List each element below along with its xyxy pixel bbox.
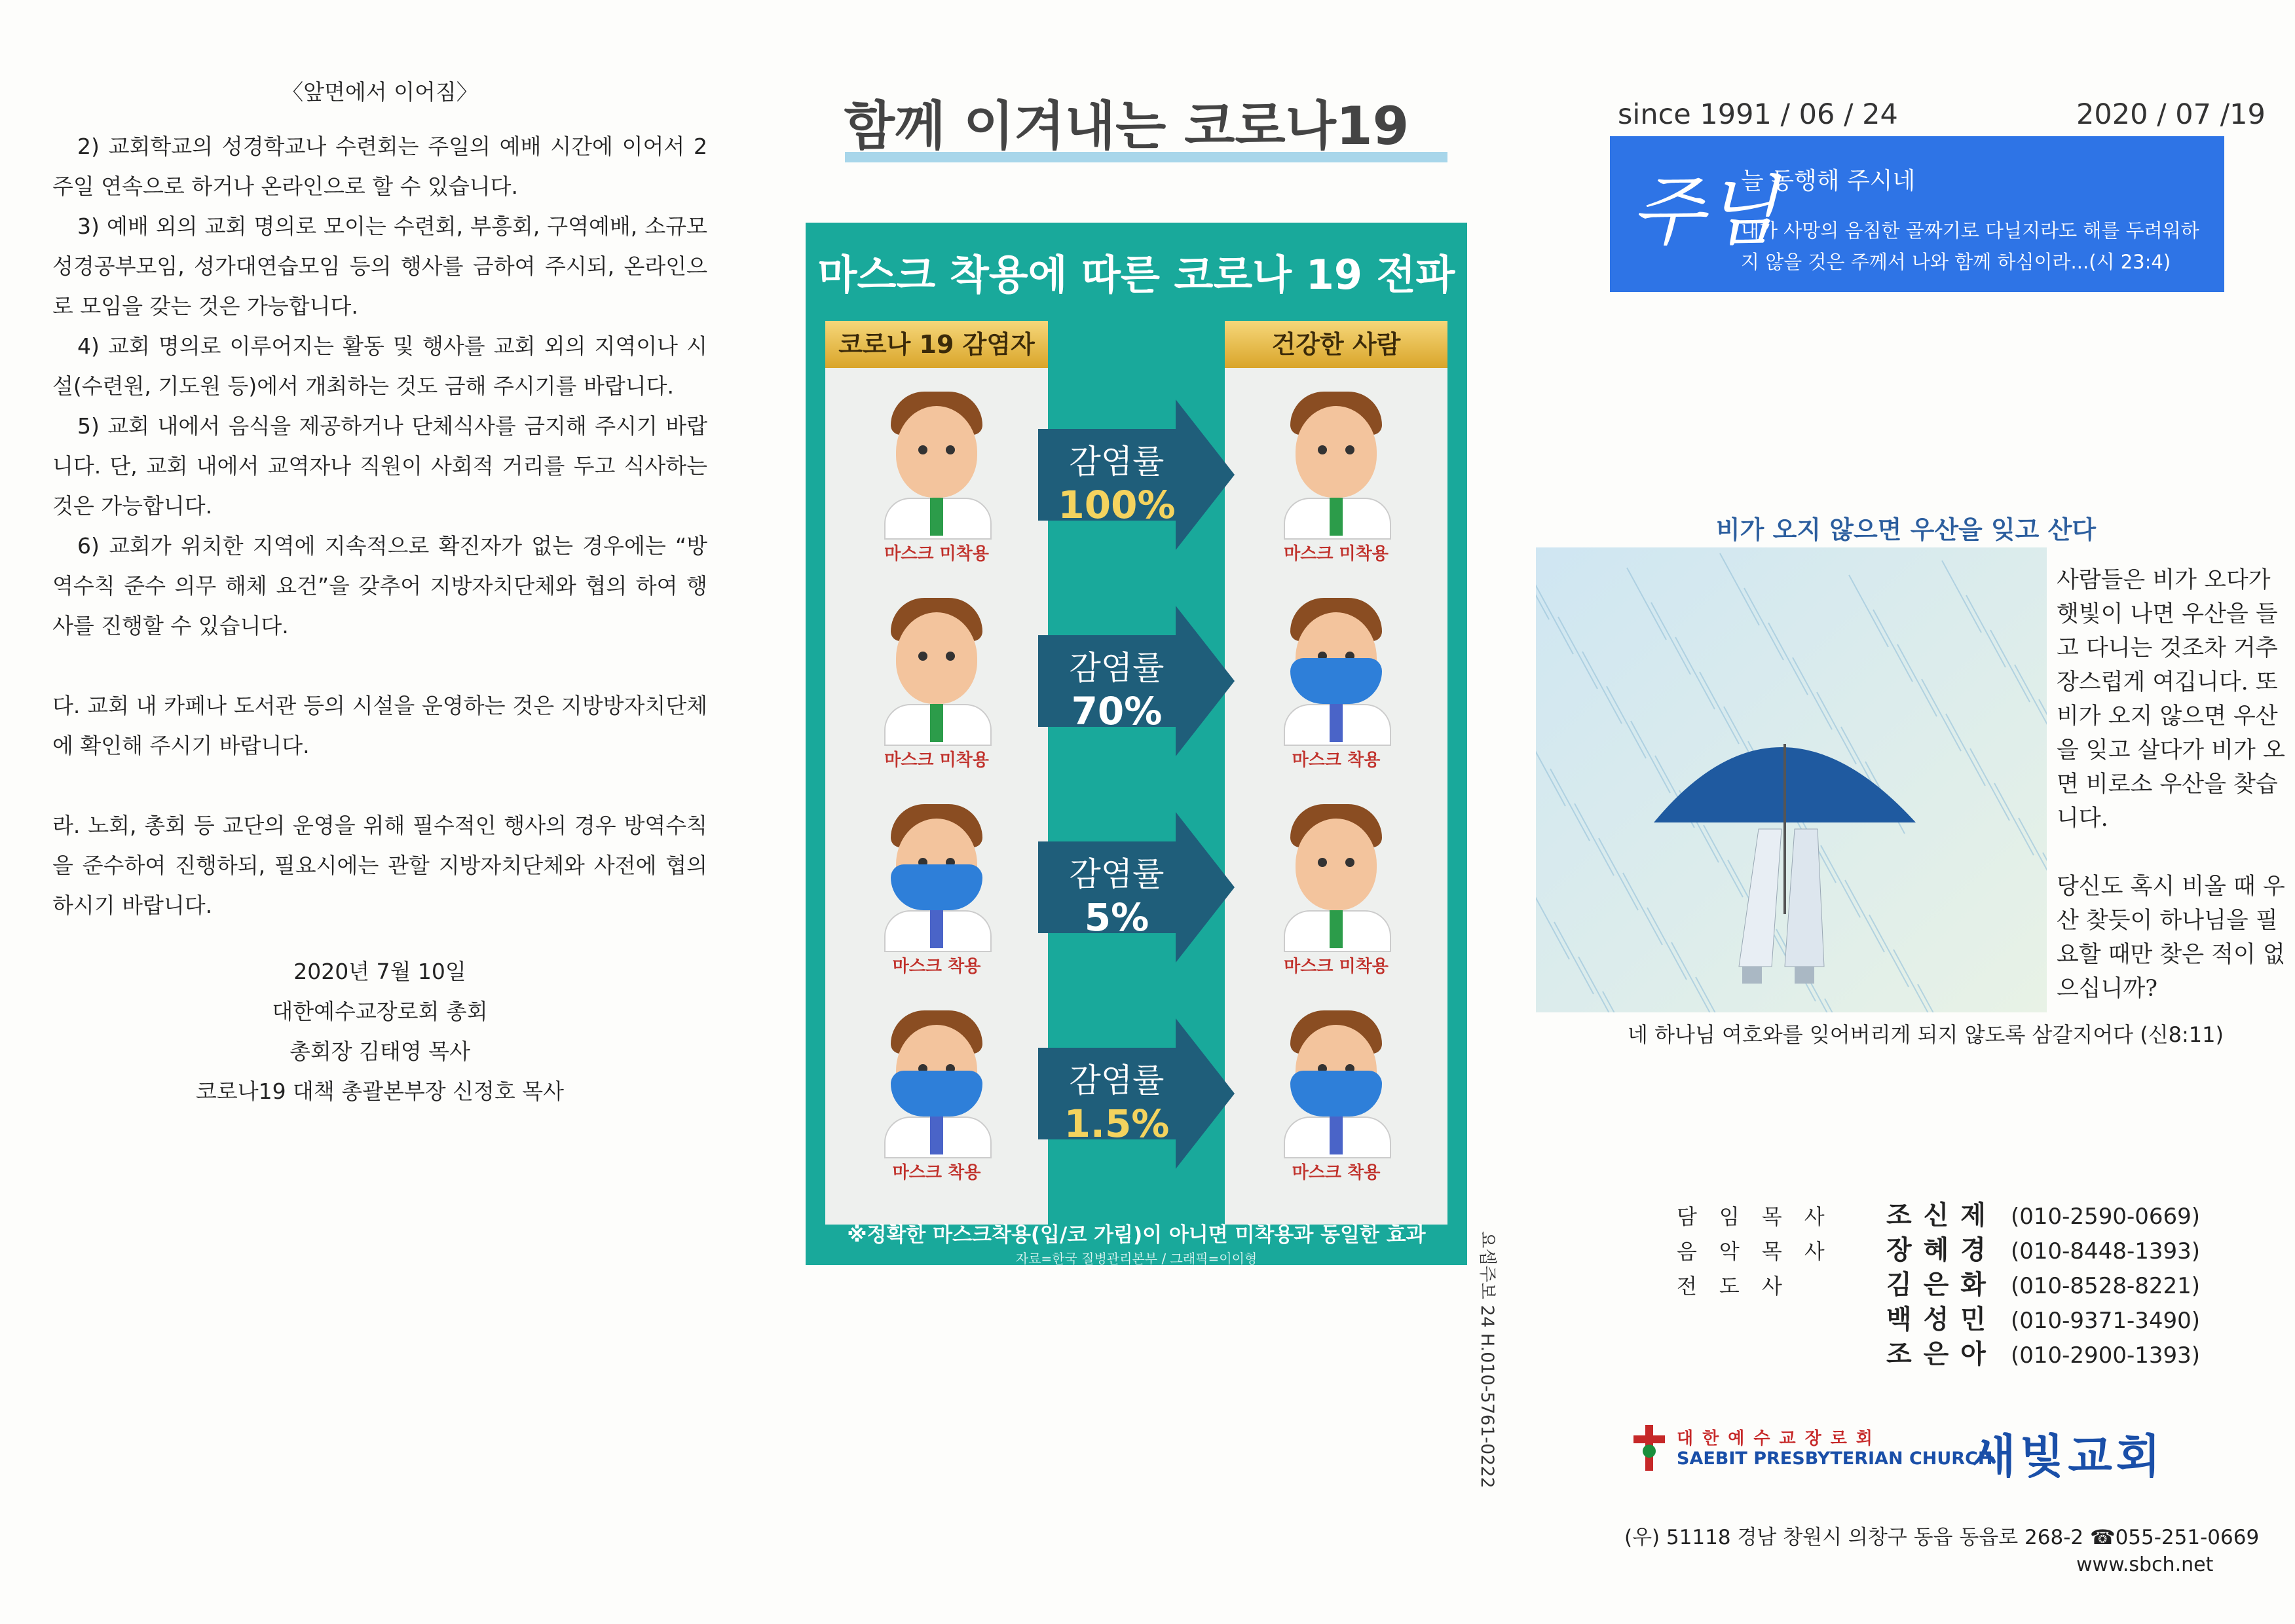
healthy-mask-status: 마스크 미착용 — [1284, 544, 1389, 564]
infection-rate-label: 감염률 — [1069, 855, 1165, 893]
healthy-mask-status: 마스크 착용 — [1292, 1163, 1381, 1183]
staff-row — [1677, 1268, 2200, 1302]
notice-item-5: 5) 교회 내에서 음식을 제공하거나 단체식사를 금지해 주시기 바랍니다. 단, 교회 내에서 교역자나 직원이 사회적 거리를 두고 식사하는 것은 가능합니다. — [52, 413, 707, 519]
staff-name: 김은화 — [1886, 1270, 1998, 1300]
notice-section-da: 다. 교회 내 카페나 도서관 등의 시설을 운영하는 것은 지방방자치단체에 확인해 주시기 바랍니다. — [52, 693, 707, 758]
staff-phone: (010-2900-1393) — [2011, 1342, 2201, 1369]
staff-row — [1677, 1233, 2200, 1268]
face-mask-icon — [891, 1071, 982, 1116]
theme-banner — [1610, 136, 2224, 292]
svg-text:요셉주보 24 H.010-5761-0222: 요셉주보 24 H.010-5761-0222 — [1477, 1231, 1497, 1488]
denomination-name: 대한예수교장로회 — [1677, 1429, 1882, 1449]
notice-item-6: 6) 교회가 위치한 지역에 지속적으로 확진자가 없는 경우에는 “방역수칙 준수 의무 해체 요건”을 갖추어 지방자치단체와 협의 하여 행사를 진행할 수 있습니다. — [52, 533, 707, 638]
infection-rate-value: 100% — [1058, 483, 1176, 527]
face-mask-icon — [1290, 1071, 1382, 1116]
church-cross-icon — [1631, 1425, 1668, 1471]
infected-mask-status: 마스크 착용 — [892, 1163, 981, 1183]
umbrella-paragraph-2: 당신도 혹시 비올 때 우산 찾듯이 하나님을 필요할 때만 찾은 적이 없으십니까? — [2057, 874, 2285, 1002]
ju-calligraphy-logo: 주님 — [1631, 168, 1778, 256]
infection-rate-value: 1.5% — [1064, 1101, 1170, 1146]
banner-title: 늘 동행해 주시네 — [1741, 168, 1916, 194]
staff-row — [1677, 1302, 2200, 1337]
notice-continuation — [52, 72, 707, 1111]
staff-row — [1677, 1198, 2200, 1233]
notice-item-2: 2) 교회학교의 성경학교나 수련회는 주일의 예배 시간에 이어서 2주일 연속으로 하거나 온라인으로 할 수 있습니다. — [52, 134, 707, 199]
staff-name: 백성민 — [1886, 1304, 1998, 1335]
staff-phone: (010-8448-1393) — [2011, 1238, 2201, 1264]
healthy-mask-status: 마스크 착용 — [1292, 750, 1381, 770]
staff-phone: (010-9371-3490) — [2011, 1308, 2201, 1334]
page-title: 함께 이겨내는 코로나19 — [844, 96, 1409, 157]
infected-person-icon — [871, 999, 1002, 1156]
notice-item-4: 4) 교회 명의로 이루어지는 활동 및 행사를 교회 외의 지역이나 시설(수련원, 기도원 등)에서 개최하는 것도 금해 주시기를 바랍니다. — [52, 333, 707, 399]
face-mask-icon — [1290, 658, 1382, 704]
infected-person-icon — [871, 586, 1002, 743]
infection-rate-value: 70% — [1071, 689, 1163, 733]
healthy-person-icon — [1271, 999, 1402, 1156]
church-english-name: SAEBIT PRESBYTERIAN CHURCH — [1677, 1449, 1993, 1469]
infected-person-icon — [871, 792, 1002, 950]
notice-section-ra: 라. 노회, 총회 등 교단의 운영을 위해 필수적인 행사의 경우 방역수칙을 준수하여 진행하되, 필요시에는 관할 지방자치단체와 사전에 협의하시기 바랍니다. — [52, 813, 707, 918]
infected-mask-status: 마스크 미착용 — [884, 750, 989, 770]
staff-row — [1677, 1337, 2200, 1372]
staff-name: 장혜경 — [1886, 1235, 1998, 1265]
infected-mask-status: 마스크 미착용 — [884, 544, 989, 564]
umbrella-title: 비가 오지 않으면 우산을 잊고 산다 — [1715, 515, 2097, 544]
vertical-publisher-text — [1474, 1231, 1500, 1506]
mask-poster — [806, 223, 1467, 1265]
staff-role: 음악목사 — [1677, 1239, 1847, 1264]
healthy-mask-status: 마스크 미착용 — [1284, 957, 1389, 976]
infection-rate-label: 감염률 — [1069, 649, 1165, 687]
staff-name: 조은아 — [1886, 1339, 1998, 1369]
infected-person-icon — [871, 380, 1002, 537]
bulletin-date: 2020 / 07 /19 — [2076, 98, 2266, 131]
signature-president: 총회장 김태영 목사 — [289, 1039, 470, 1064]
church-address: (우) 51118 경남 창원시 의창구 동읍 동읍로 268-2 ☎055-251-0669 — [1624, 1526, 2260, 1549]
banner-verse: 내가 사망의 음침한 골짜기로 다닐지라도 해를 두려워하지 않을 것은 주께서 나와 함께 하심이라...(시 23:4) — [1741, 219, 2199, 273]
healthy-person-icon — [1271, 586, 1402, 743]
infection-rate-label: 감염률 — [1069, 443, 1165, 481]
infected-mask-status: 마스크 착용 — [892, 957, 981, 976]
poster-row — [806, 999, 1467, 1205]
signature-director: 코로나19 대책 총괄본부장 신정호 목사 — [195, 1079, 565, 1104]
staff-role: 전도사 — [1677, 1274, 1804, 1299]
face-mask-icon — [891, 864, 982, 910]
poster-title: 마스크 착용에 따른 코로나 19 전파 — [817, 251, 1455, 299]
staff-phone: (010-8528-8221) — [2011, 1273, 2201, 1299]
staff-phone: (010-2590-0669) — [2011, 1204, 2201, 1230]
staff-name: 조신제 — [1886, 1200, 1998, 1230]
poster-source: 자료=한국 질병관리본부 / 그래픽=이이형 — [1015, 1251, 1258, 1266]
umbrella-paragraph-1: 사람들은 비가 오다가 햇빛이 나면 우산을 들고 다니는 것조차 거추장스럽게 여깁니다. 또 비가 오지 않으면 우산을 잊고 살다가 비가 오면 비로소 우산을 찾습니다. — [2057, 567, 2285, 832]
healthy-person-icon — [1271, 380, 1402, 537]
healthy-header: 건강한 사람 — [1225, 321, 1447, 368]
poster-row — [806, 380, 1467, 586]
infection-rate-value: 5% — [1084, 895, 1149, 940]
umbrella-verse: 네 하나님 여호와를 잊어버리게 되지 않도록 삼갈지어다 (신8:11) — [1628, 1022, 2224, 1047]
umbrella-rain-illustration — [1536, 547, 2047, 1012]
poster-row — [806, 792, 1467, 999]
church-name: 새빛교회 — [1971, 1430, 2165, 1483]
staff-role: 담임목사 — [1677, 1204, 1847, 1229]
signature-date: 2020년 7월 10일 — [293, 959, 466, 984]
continued-label: 〈앞면에서 이어짐〉 — [282, 79, 478, 105]
umbrella-story — [2057, 563, 2294, 1006]
poster-note: ※정확한 마스크착용(입/코 가림)이 아니면 미착용과 동일한 효과 — [847, 1223, 1426, 1247]
since-label: since 1991 / 06 / 24 — [1618, 98, 1898, 131]
notice-item-3: 3) 예배 외의 교회 명의로 모이는 수련회, 부흥회, 구역예배, 소규모 성경공부모임, 성가대연습모임 등의 행사를 금하여 주시되, 온라인으로 모임을 갖는 것은 가능합니다. — [52, 213, 707, 319]
infected-header: 코로나 19 감염자 — [825, 321, 1048, 368]
infection-rate-label: 감염률 — [1069, 1061, 1165, 1099]
church-website[interactable]: www.sbch.net — [2076, 1553, 2214, 1576]
signature-org: 대한예수교장로회 총회 — [272, 999, 488, 1024]
staff-list — [1677, 1198, 2200, 1372]
healthy-person-icon — [1271, 792, 1402, 950]
poster-row — [806, 586, 1467, 792]
